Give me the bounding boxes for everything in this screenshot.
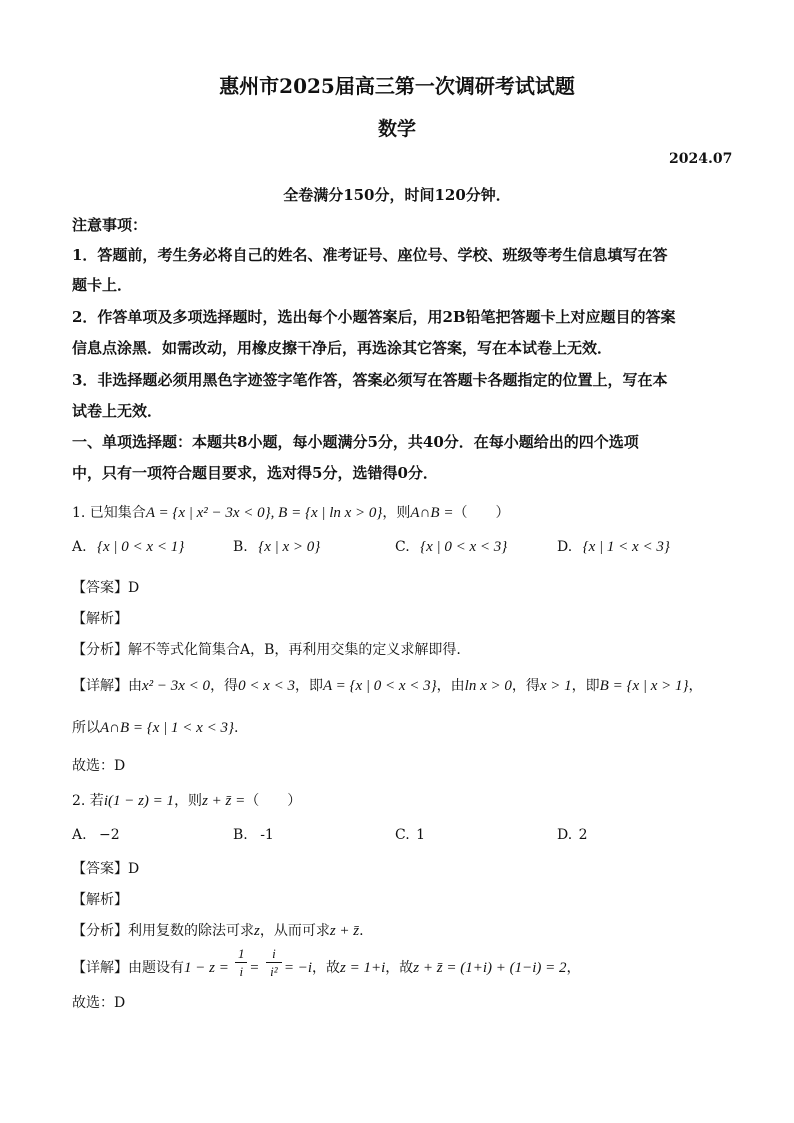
question-2-option-c [395,827,425,843]
q2-option-c-value: 1 [416,827,426,843]
fraction-1-over-i [235,945,247,980]
notice-item-1-line-2: 题卡上． [72,276,133,294]
option-b-label: B. [233,539,248,555]
q2-xiangjie-math-1: 1 − z = [184,960,229,976]
xiangjie-math-4: ln x > 0 [464,678,512,694]
q2-option-b-label: B. [233,827,248,843]
option-b-value: {x | x > 0} [258,539,321,555]
question-2-xiangjie: 【详解】由题设有1 − z = $\frac{1}{i}$ = $\frac{i}{\text{i²}}$ = −i，故z = 1+i，故z + z̄ = (1+i) + (1−i) = 2， [72,946,581,979]
question-1-option-b [233,539,320,556]
q2-xiangjie-math-3: z = 1+i [340,960,386,976]
question-2-equation: i(1 − z) = 1 [103,793,175,809]
question-2-analysis-tag: 【解析】 [72,892,128,908]
xiangjie-math-5: x > 1 [539,678,572,694]
question-1-sets-formula: A = {x | x² − 3x < 0}, B = {x | ln x > 0} [145,505,383,521]
xiangjie-text-2: ，得 [210,678,239,694]
option-a-label: A. [72,539,87,555]
question-2-paren: （ ） [245,793,302,809]
question-1-prefix: 1. 已知集合 [72,505,146,521]
q2-fenxi-text-2: ，从而可求 [259,923,330,939]
fraction-2-denominator: i² [270,964,278,979]
q2-xiangjie-text-4: ， [566,960,581,976]
q2-option-b-value: -1 [260,827,274,843]
question-1-guxuan: 故选：D [72,758,126,774]
q2-option-a-label: A. [72,827,87,843]
section-1-line-1: 一、单项选择题：本题共8小题，每小题满分5分，共40分．在每小题给出的四个选项 [72,433,639,451]
question-1-fenxi: 【分析】解不等式化简集合A，B，再利用交集的定义求解即得. [72,642,461,658]
question-2-prefix: 2. 若 [72,793,104,809]
fraction-1-denominator: i [239,964,244,979]
notice-item-2-line-1: 2．作答单项及多项选择题时，选出每个小题答案后，用2B铅笔把答题卡上对应题目的答案 [72,308,676,326]
option-d-value: {x | 1 < x < 3} [582,539,670,555]
notice-heading: 注意事项： [72,216,148,234]
question-1-paren: （ ） [453,505,510,521]
question-1-option-c [395,539,507,556]
xiangjie-text-3: ，即 [294,678,323,694]
xiangjie-text-5: ，得 [511,678,540,694]
question-1-xiangjie [72,675,703,695]
question-1-stem [72,502,509,522]
question-1-mid: ，则 [382,505,411,521]
xiangjie-math-1: x² − 3x < 0 [142,678,211,694]
question-1-option-a [72,539,184,556]
option-a-value: {x | 0 < x < 1} [97,539,185,555]
q2-option-c-label: C. [395,827,410,843]
q2-xiangjie-math-4: z + z̄ = (1+i) + (1−i) = 2 [413,960,567,976]
xiangjie-text-4: ，由 [436,678,465,694]
conclusion-text: 所以 [72,720,100,736]
question-2-option-b [233,827,274,843]
option-c-label: C. [395,539,410,555]
section-1-line-2: 中，只有一项符合题目要求，选对得5分，选错得0分． [72,464,438,482]
notice-item-1-line-1: 1．答题前，考生务必将自己的姓名、准考证号、座位号、学校、班级等考生信息填写在答 [72,246,668,264]
xiangjie-math-3: A = {x | 0 < x < 3} [322,678,437,694]
fraction-i-over-i-squared [266,945,282,980]
notice-item-3-line-1: 3．非选择题必须用黑色字迹签字笔作答，答案必须写在答题卡各题指定的位置上，写在本 [72,371,668,389]
question-1-answer: 【答案】D [72,580,140,596]
q2-xiangjie-math-2: = −i [283,960,313,976]
question-2-mid: ，则 [174,793,203,809]
xiangjie-text-7: ， [688,678,703,694]
q2-xiangjie-text-2: ，故 [312,960,341,976]
conclusion-math: A∩B = {x | 1 < x < 3} [100,720,234,736]
q2-fenxi-math-2: z + z̄ [329,923,360,939]
q2-option-d-label: D. [557,827,573,843]
q2-fenxi-math-1: z [254,923,260,939]
question-1-conclusion [72,717,238,737]
q2-fenxi-text-3: . [359,923,364,939]
question-1-intersection: A∩B = [410,505,454,521]
subject-title: 数学 [377,118,416,140]
conclusion-period: . [233,720,239,736]
xiangjie-math-6: B = {x | x > 1} [599,678,689,694]
fraction-2-numerator: i [266,945,282,963]
question-1-analysis-tag: 【解析】 [72,611,128,627]
question-2-stem [72,790,301,810]
question-2-expression: z + z̄ = [202,793,246,809]
question-2-fenxi [72,920,364,940]
notice-item-3-line-2: 试卷上无效． [72,402,163,420]
xiangjie-math-2: 0 < x < 3 [238,678,295,694]
q2-fenxi-text-1: 【分析】利用复数的除法可求 [72,923,254,939]
option-d-label: D. [557,539,573,555]
q2-option-a-value: −2 [99,827,120,843]
xiangjie-text-6: ，即 [571,678,600,694]
fraction-1-numerator: 1 [235,945,247,963]
question-2-guxuan: 故选：D [72,995,126,1011]
question-2-answer: 【答案】D [72,861,140,877]
q2-xiangjie-text-3: ，故 [385,960,414,976]
notice-item-2-line-2: 信息点涂黑．如需改动，用橡皮擦干净后，再选涂其它答案，写在本试卷上无效． [72,339,613,357]
exam-title: 惠州市2025届高三第一次调研考试试题 [219,74,575,98]
exam-date: 2024.07 [669,151,733,167]
exam-info: 全卷满分150分，时间120分钟． [283,186,511,204]
q2-xiangjie-text-1: 【详解】由题设有 [72,960,184,976]
question-2-option-d [557,827,588,843]
q2-option-d-value: 2 [578,827,588,843]
question-1-option-d [557,539,670,556]
question-2-option-a [72,827,120,843]
xiangjie-text-1: 【详解】由 [72,678,142,694]
option-c-value: {x | 0 < x < 3} [420,539,508,555]
